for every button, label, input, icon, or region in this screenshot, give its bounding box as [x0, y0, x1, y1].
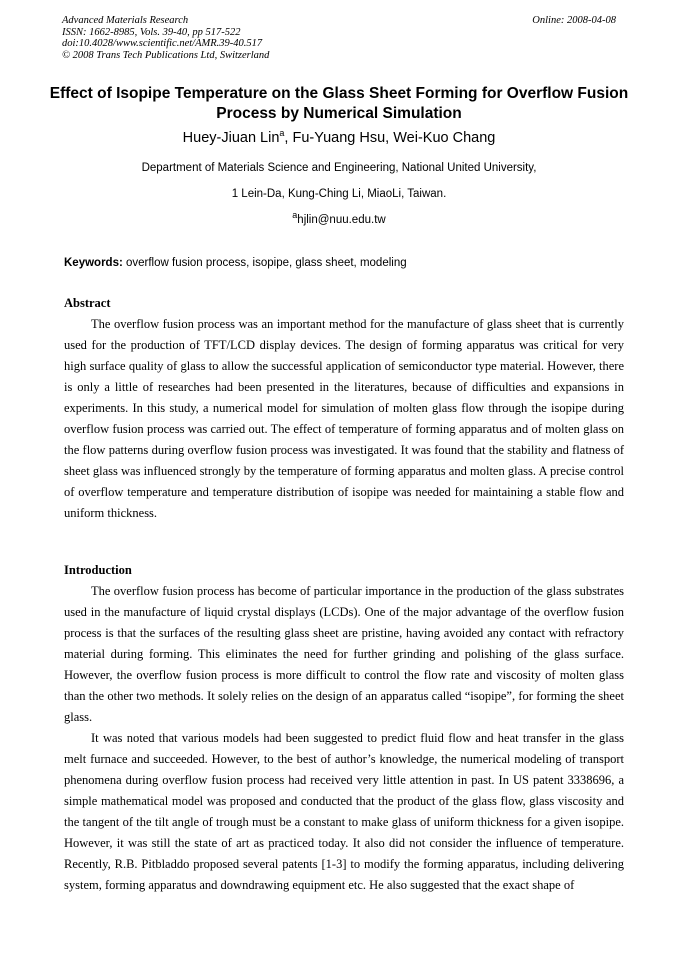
introduction-heading: Introduction — [64, 563, 132, 577]
first-author: Huey-Jiuan Lin — [182, 130, 280, 146]
other-authors: , Fu-Yuang Hsu, Wei-Kuo Chang — [284, 130, 496, 146]
author-email — [40, 210, 638, 227]
keywords — [64, 256, 624, 270]
issn-line: ISSN: 1662-8985, Vols. 39-40, pp 517-522 — [62, 26, 241, 38]
abstract-text: The overflow fusion process was an important method for the manufacture of glass sheet that is currently used for the production of TFT/LCD display devices. The design of forming apparatus was critical for very high surface quality of glass to allow the successful application of semiconductor type material. However, there is only a little of researches had been presented in the literatures, because of difficulties and expansions in experiments. In this study, a numerical model for simulation of molten glass flow through the isopipe during overflow fusion process was carried out. The effect of temperature of forming apparatus and of molten glass on the flow patterns during overflow fusion process was investigated. It was found that the stability and flatness of sheet glass was influenced strongly by the temperature of forming apparatus and molten glass. A precise control of overflow temperature and temperature distribution of isopipe was needed for maintaining a stable flow and uniform thickness. — [64, 317, 624, 520]
online-date: Online: 2008-04-08 — [532, 15, 616, 26]
first-author-superscript: a — [279, 128, 285, 139]
affiliation-line-1: Department of Materials Science and Engineering, National United University, — [141, 162, 537, 174]
email-address: hjlin@nuu.edu.tw — [297, 214, 386, 226]
paper-title: Effect of Isopipe Temperature on the Glass Sheet Forming for Overflow Fusion Process by Numerical Simulation — [49, 85, 629, 122]
keywords-label: Keywords: — [64, 257, 123, 269]
doi-line: doi:10.4028/www.scientific.net/AMR.39-40.517 — [62, 38, 263, 49]
email-superscript: a — [292, 210, 298, 221]
introduction-paragraph-2: It was noted that various models had been suggested to predict fluid flow and heat transfer in the glass melt furnace and succeeded. However, to the best of author’s knowledge, the numerical modeling of transport phenomena during overflow fusion process had received very little attention in past. In US patent 3338696, a simple mathematical model was proposed and conducted that the product of the glass flow, glass viscosity and the tangent of the tilt angle of trough must be a constant to make glass of uniform thickness for a given isopipe. However, it was still the state of art as practiced today. It also did not consider the influence of temperature. Recently, R.B. Pitbladdo proposed several patents [1-3] to modify the forming apparatus, including delivering system, forming apparatus and downdrawing equipment etc. He also suggested that the exact shape of — [64, 731, 624, 892]
introduction-paragraph-1: The overflow fusion process has become of particular importance in the production of the glass substrates used in the manufacture of liquid crystal displays (LCDs). One of the major advantage of the overflow fusion process is that the surfaces of the resulting glass sheet are pristine, having avoided any contact with refractory material during forming. This eliminates the need for further grinding and polishing of the glass surface. However, the overflow fusion process is more difficult to control the flow rate and viscosity of molten glass than the other two methods. It solely relies on the design of an apparatus called “isopipe”, for forming the sheet glass. — [64, 584, 624, 724]
author-list — [40, 128, 638, 148]
abstract-section — [64, 293, 624, 524]
keywords-text: overflow fusion process, isopipe, glass sheet, modeling — [122, 257, 407, 269]
affiliation-line-2: 1 Lein-Da, Kung-Ching Li, MiaoLi, Taiwan. — [231, 188, 447, 200]
introduction-section — [64, 560, 624, 896]
journal-header — [62, 15, 620, 61]
abstract-heading: Abstract — [64, 296, 111, 310]
journal-name: Advanced Materials Research — [62, 15, 189, 26]
copyright-line: © 2008 Trans Tech Publications Ltd, Switzerland — [62, 49, 270, 61]
